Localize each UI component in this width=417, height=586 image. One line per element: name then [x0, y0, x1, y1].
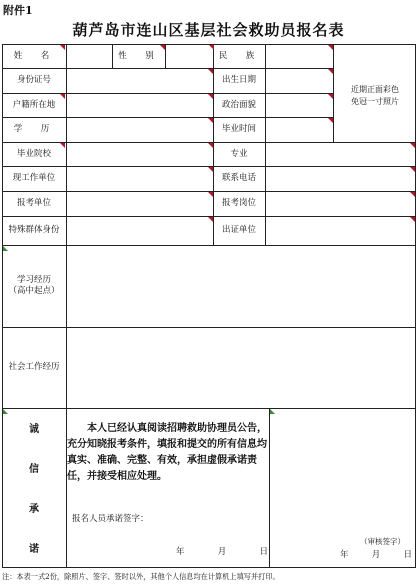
pledge-label-char: 信	[29, 464, 39, 476]
field-label-study-history: 学习经历 （高中起点）	[8, 275, 60, 296]
table-rule	[165, 44, 166, 68]
pledge-label-char: 诚	[29, 424, 39, 436]
field-label-major: 专业	[230, 148, 248, 159]
field-label-gender: 性 别	[118, 50, 159, 61]
field-label-phone: 联系电话	[221, 173, 256, 184]
field-label-education: 学 历	[13, 124, 55, 135]
photo-placeholder[interactable]: 近期正面彩色 免冠一寸照片	[351, 84, 399, 106]
field-label-birth-date: 出生日期	[221, 75, 256, 86]
page-title: 葫芦岛市连山区基层社会救助员报名表	[72, 21, 345, 39]
field-label-social-work-history: 社会工作经历	[8, 362, 60, 373]
field-label-name: 姓 名	[13, 50, 55, 61]
comment-marker	[328, 69, 333, 74]
field-label-current-employer: 现工作单位	[12, 173, 56, 184]
cell-marker	[270, 409, 275, 414]
footnote: 注：本表一式2份，除照片、签字、签时以外，其他个人信息均在计算机上填写并打印。	[2, 572, 280, 581]
pledge-label-char: 承	[29, 503, 39, 515]
comment-marker	[410, 167, 415, 172]
comment-marker	[328, 45, 333, 50]
applicant-date[interactable]	[176, 545, 268, 557]
field-label-graduation-time: 毕业时间	[221, 124, 256, 135]
date-day-label: 日	[403, 550, 412, 560]
comment-marker	[410, 217, 415, 222]
field-label-household-location: 户籍所在地	[12, 99, 56, 110]
signature-label[interactable]: 报名人员承诺签字：	[72, 514, 149, 524]
date-month-label: 月	[217, 547, 227, 557]
date-day-label: 日	[259, 547, 268, 557]
reviewer-date[interactable]	[340, 548, 412, 560]
field-label-id-number: 身份证号	[16, 75, 51, 86]
field-label-special-group: 特殊群体身份	[8, 225, 60, 236]
date-year-label: 年	[340, 550, 349, 560]
field-label-ethnicity: 民 族	[218, 50, 260, 61]
date-month-label: 月	[371, 550, 381, 560]
pledge-text: 本人已经认真阅读招聘救助协理员公告，充分知晓报考条件，填报和提交的所有信息均真实、准确、完整、有效，承担虚假承诺责任，并接受相应处理。	[67, 423, 267, 482]
field-label-graduation-school: 毕业院校	[16, 148, 51, 159]
table-rule	[265, 44, 266, 245]
pledge-label-char: 诺	[29, 543, 39, 555]
field-label-issuing-unit: 出证单位	[221, 225, 256, 236]
field-label-applied-unit: 报考单位	[16, 198, 51, 209]
attachment-label: 附件1	[3, 4, 33, 17]
field-label-political-status: 政治面貌	[221, 99, 256, 110]
comment-marker	[328, 94, 333, 99]
reviewer-signature-label[interactable]: （审核签字）	[360, 537, 405, 546]
table-rule	[2, 567, 416, 568]
table-rule	[269, 408, 270, 567]
pledge-label	[2, 408, 66, 567]
comment-marker	[410, 192, 415, 197]
table-rule	[66, 44, 67, 567]
field-label-applied-position: 报考岗位	[221, 198, 256, 209]
date-year-label: 年	[176, 547, 185, 557]
comment-marker	[328, 118, 333, 123]
